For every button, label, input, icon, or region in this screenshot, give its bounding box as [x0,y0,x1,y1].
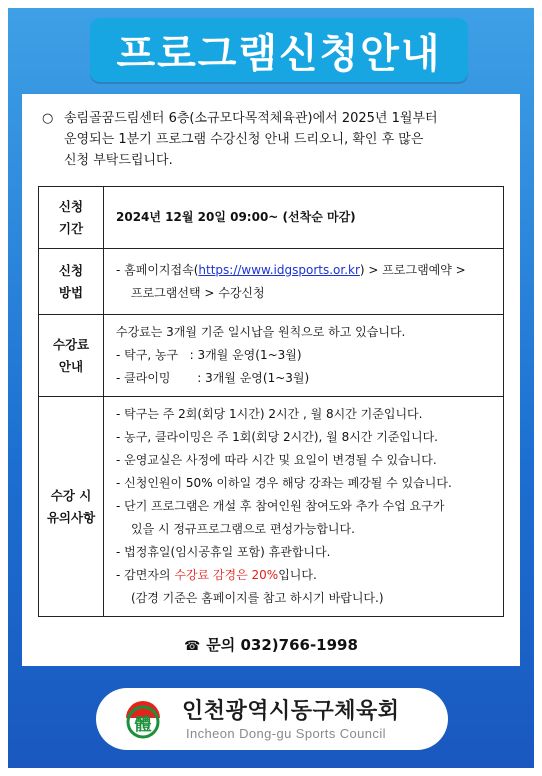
fee-cell [104,315,504,397]
poster-frame [8,8,534,768]
table-row-notes [39,397,504,617]
label-fee [39,315,104,397]
discount-line [116,564,493,587]
homepage-link[interactable]: https://www.idgsports.or.kr [198,262,360,277]
table-row-method [39,249,504,315]
label-line: 방법 [58,284,84,300]
label-line: 안내 [58,358,84,374]
label-line: 신청 [58,198,84,214]
intro-line: 운영되는 1분기 프로그램 수강신청 안내 드리오니, 확인 후 많은 [64,132,424,147]
label-period [39,187,104,249]
intro-line: 송림골꿈드림센터 6층(소규모다목적체육관)에서 2025년 1월부터 [64,111,438,126]
table-row-period [39,187,504,249]
contact-info [22,634,520,655]
note-line: - 농구, 클라이밍은 주 1회(회당 2시간), 월 8시간 기준입니다. [116,430,438,444]
label-line: 수강료 [52,336,90,352]
note-line: - 운영교실은 사정에 따라 시간 및 요일이 변경될 수 있습니다. [116,453,437,467]
council-emblem-icon [118,694,168,744]
page-title: 프로그램신청안내 [116,30,442,77]
label-method [39,249,104,315]
org-logo [96,688,448,750]
org-name-korean: 인천광역시동구체육회 [182,699,400,724]
title-banner [90,18,468,82]
emblem-glyph: 體 [134,715,152,735]
table-row-fee [39,315,504,397]
note-line: 있을 시 정규프로그램으로 편성가능합니다. [131,522,355,536]
circle-bullet-icon: ○ [42,111,54,126]
discount-highlight: 수강료 감경은 20% [174,568,279,582]
contact-text: 문의 032)766-1998 [206,636,358,654]
note-line: - 단기 프로그램은 개설 후 참여인원 참여도와 추가 수업 요구가 [116,499,445,513]
label-line: 수강 시 [50,487,92,503]
info-table [38,186,504,617]
fee-line: - 클라이밍 : 3개월 운영(1~3월) [116,371,310,385]
method-prefix: - 홈페이지접속( [116,262,199,277]
discount-suffix: 입니다. [278,568,317,582]
intro-line: 신청 부탁드립니다. [64,153,173,168]
discount-prefix: - 감면자의 [116,568,175,582]
intro-paragraph [42,108,502,171]
label-line: 신청 [58,262,84,278]
period-value: 2024년 12월 20일 09:00~ (선착순 마감) [116,210,356,224]
note-line: - 법정휴일(임시공휴일 포함) 휴관합니다. [116,545,331,559]
intro-text [64,108,502,171]
content-card [22,94,520,666]
discount-note: (감경 기준은 홈페이지를 참고 하시기 바랍니다.) [131,591,384,605]
phone-icon: ☎ [184,639,201,654]
org-name-english: Incheon Dong-gu Sports Council [186,726,386,741]
fee-line: - 탁구, 농구 : 3개월 운영(1~3월) [116,348,302,362]
label-line: 기간 [58,220,84,236]
method-cell [104,249,504,315]
label-line: 유의사항 [46,509,96,525]
label-notes [39,397,104,617]
fee-line: 수강료는 3개월 기준 일시납을 원칙으로 하고 있습니다. [116,325,406,339]
method-suffix: ) > 프로그램예약 > [359,262,466,277]
note-line: - 신청인원이 50% 이하일 경우 해당 강좌는 폐강될 수 있습니다. [116,476,452,490]
note-line: - 탁구는 주 2회(회당 1시간) 2시간 , 월 8시간 기준입니다. [116,407,423,421]
notes-cell [104,397,504,617]
period-value-cell [104,187,504,249]
method-line-1 [116,259,493,282]
method-line-2: 프로그램선택 > 수강신청 [131,285,265,300]
